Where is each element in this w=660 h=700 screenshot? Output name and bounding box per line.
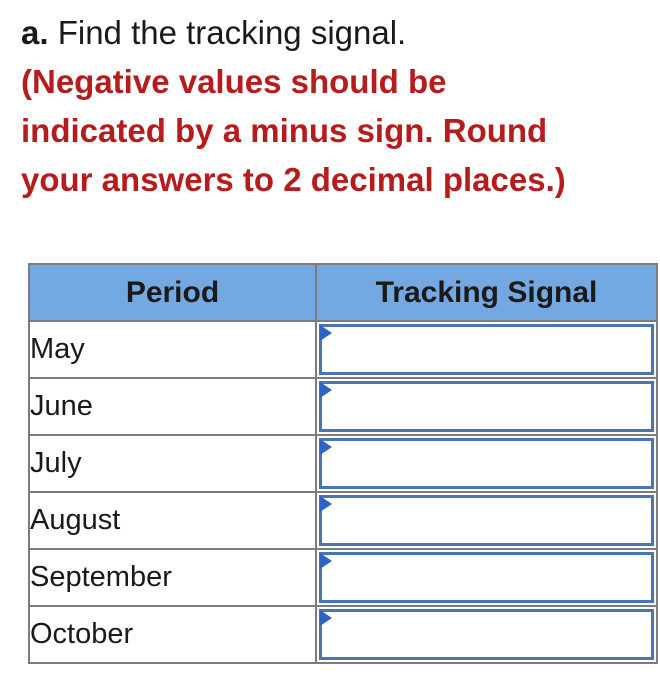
tracking-signal-cell — [316, 378, 657, 435]
period-cell: September — [29, 549, 316, 606]
question-text — [21, 8, 651, 204]
table-row — [29, 492, 657, 549]
table-row — [29, 549, 657, 606]
tracking-signal-input-july[interactable] — [319, 438, 654, 489]
instructions-line-3: your answers to 2 decimal places.) — [21, 161, 566, 198]
tracking-signal-input-september[interactable] — [319, 552, 654, 603]
table-row — [29, 435, 657, 492]
tracking-signal-cell — [316, 492, 657, 549]
period-cell: May — [29, 321, 316, 378]
period-cell: July — [29, 435, 316, 492]
period-cell: August — [29, 492, 316, 549]
table-header-row — [29, 264, 657, 321]
table-row — [29, 606, 657, 663]
tracking-signal-cell — [316, 321, 657, 378]
tracking-signal-input-june[interactable] — [319, 381, 654, 432]
period-cell: June — [29, 378, 316, 435]
column-header-period: Period — [29, 264, 316, 321]
table-row — [29, 378, 657, 435]
tracking-signal-cell — [316, 606, 657, 663]
instructions-line-2: indicated by a minus sign. Round — [21, 112, 548, 149]
tracking-signal-cell — [316, 549, 657, 606]
question-prompt: Find the tracking signal. — [57, 14, 407, 51]
tracking-signal-cell — [316, 435, 657, 492]
tracking-signal-input-october[interactable] — [319, 609, 654, 660]
tracking-signal-table — [28, 263, 658, 664]
tracking-signal-input-may[interactable] — [319, 324, 654, 375]
column-header-tracking-signal: Tracking Signal — [316, 264, 657, 321]
period-cell: October — [29, 606, 316, 663]
table-row — [29, 321, 657, 378]
question-label: a. — [21, 14, 49, 51]
question-heading — [21, 8, 651, 57]
instructions-line-1: (Negative values should be — [21, 63, 447, 100]
tracking-signal-input-august[interactable] — [319, 495, 654, 546]
